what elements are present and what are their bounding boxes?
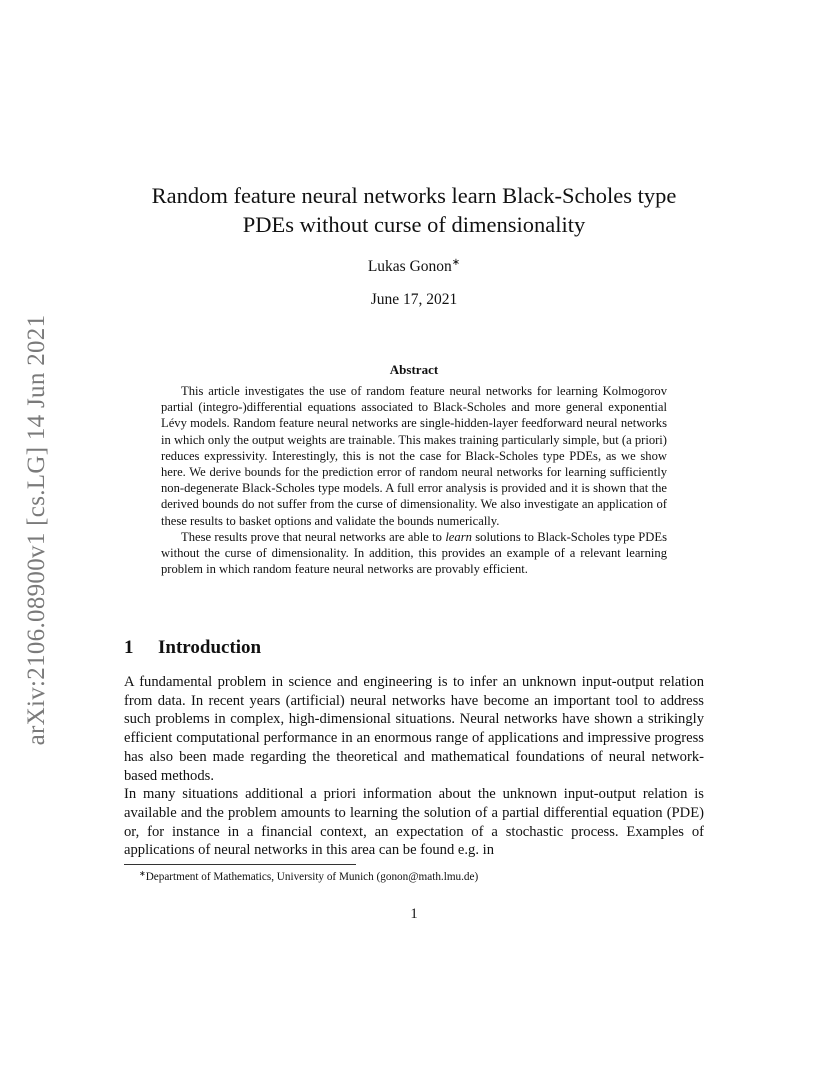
abstract-body — [161, 383, 667, 577]
section-heading-introduction — [124, 637, 261, 659]
arxiv-identifier-watermark: arXiv:2106.08900v1 [cs.LG] 14 Jun 2021 — [23, 314, 50, 746]
abstract-paragraph-2-start: These results prove that neural networks are able to — [181, 529, 446, 544]
author-name: Lukas Gonon — [367, 258, 452, 275]
abstract-paragraph-2-end: solutions to Black-Scholes type PDEs without the curse of dimensionality. In addition, this provides an example of a relevant learning problem in which random feature neural networks are provably efficient. — [161, 529, 667, 577]
abstract-paragraph-2 — [161, 529, 667, 578]
page-number: 1 — [410, 906, 418, 922]
author-footnote-mark: ∗ — [451, 257, 461, 268]
abstract-emphasis-learn: learn — [445, 529, 472, 544]
footnote-mark: ∗ — [139, 869, 146, 878]
abstract-heading: Abstract — [389, 362, 439, 377]
abstract-paragraph-1: This article investigates the use of random feature neural networks for learning Kolmogorov partial (integro-)differential equations associated to Black-Scholes and more general exponential Lévy models. Random feature neural networks are single-hidden-layer feedforward neural networks in which only the output weights are trainable. This makes training particularly simple, but (a priori) reduces expressivity. Interestingly, this is not the case for Black-Scholes type PDEs, as we show here. We derive bounds for the prediction error of random neural networks for learning sufficiently non-degenerate Black-Scholes type models. A full error analysis is provided and it is shown that the derived bounds do not suffer from the curse of dimensionality. We also investigate an application of these results to basket options and validate the bounds numerically. — [161, 384, 667, 528]
introduction-body — [124, 673, 704, 860]
section-number: 1 — [124, 637, 134, 658]
introduction-paragraph-1: A fundamental problem in science and engineering is to infer an unknown input-output relation from data. In recent years (artificial) neural networks have become an important tool to address such problems in complex, high-dimensional situations. Neural networks have shown a strikingly efficient computational performance in an enormous range of applications and impressive progress has also been made regarding the theoretical and mathematical foundations of neural network-based methods. — [124, 674, 704, 784]
paper-date: June 17, 2021 — [370, 291, 458, 308]
section-title: Introduction — [158, 637, 262, 658]
footnote-divider — [124, 864, 356, 865]
paper-title — [124, 181, 704, 239]
paper-title-line-1: Random feature neural networks learn Black-Scholes type — [151, 183, 677, 208]
author-line — [124, 257, 704, 276]
paper-title-line-2: PDEs without curse of dimensionality — [242, 212, 586, 237]
introduction-paragraph-2: In many situations additional a priori information about the unknown input-output relation is available and the problem amounts to learning the solution of a partial differential equation (PDE) or, for instance in a financial context, an expectation of a stochastic process. Examples of applications of neural networks in this area can be found e.g. in — [124, 786, 704, 859]
footnote — [139, 869, 478, 883]
footnote-text: Department of Mathematics, University of Munich (gonon@math.lmu.de) — [145, 871, 479, 883]
